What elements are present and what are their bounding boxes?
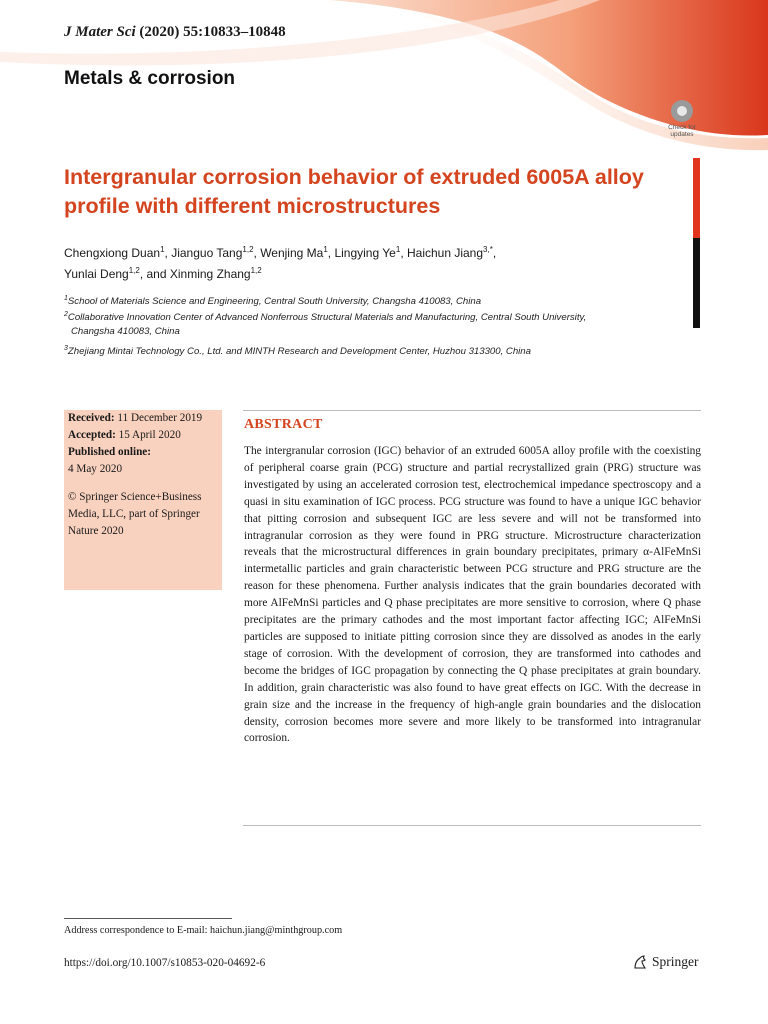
- copyright-notice: © Springer Science+Business Media, LLC, part of Springer Nature 2020: [68, 491, 202, 537]
- abstract-bottom-rule: [243, 825, 701, 826]
- section-label: Metals & corrosion: [64, 68, 236, 89]
- abstract-heading: ABSTRACT: [244, 417, 323, 432]
- affiliation-text: School of Materials Science and Engineering, Central South University, Changsha 410083, China: [67, 296, 482, 308]
- accent-bar-black: [693, 238, 700, 328]
- author-name: Wenjing Ma: [260, 246, 324, 260]
- check-updates-icon: [671, 100, 693, 122]
- doi-link[interactable]: https://doi.org/10.1007/s10853-020-04692-6: [64, 957, 266, 969]
- journal-reference: (2020) 55:10833–10848: [139, 24, 286, 40]
- check-for-updates-badge[interactable]: [662, 100, 702, 138]
- accepted-row: [68, 427, 222, 444]
- affiliation-1: [64, 292, 684, 309]
- author-list: Chengxiong Duan$^1$, Jianguo Tang$^{1,2}$, Wenjing Ma$^1$, Lingying Ye$^1$, Haichun Jiang$^{3,*}$, Yunlai Deng$^{1,2}$, and Xinming Zhang$^{1,2}$: [64, 245, 497, 281]
- author-name: Yunlai Deng: [64, 267, 129, 281]
- footnote-rule: [64, 918, 232, 919]
- accepted-label: Accepted:: [68, 429, 116, 441]
- author-affiliation-mark: 1,2: [128, 266, 140, 275]
- correspondence-note: Address correspondence to E-mail: haichun.jiang@minthgroup.com: [64, 925, 343, 936]
- affiliation-number: 2: [64, 311, 68, 318]
- author-name: Lingying Ye: [334, 246, 396, 260]
- author-affiliation-mark: 1: [395, 245, 401, 254]
- accepted-date: 15 April 2020: [118, 429, 181, 441]
- journal-name: J Mater Sci: [64, 24, 136, 40]
- author-name: Xinming Zhang: [169, 267, 251, 281]
- accent-bar-red: [693, 158, 700, 238]
- abstract-text: The intergranular corrosion (IGC) behavior of an extruded 6005A alloy profile with the coexisting of peripheral coarse grain (PCG) structure and partial recrystallized grain (PRG) structure was investigated by using an accelerated corrosion test, electrochemical impedance spectroscopy and a quasi in situ examination of IGC process. PCG structure was found to have a unique IGC behavior that pitting corrosion and subsequent IGC are less severe and will not be transformed into intragranular corrosion as they were found in PRG structure. Microstructure characterization reveals that the microstructural differences in grain boundary precipitates, primary α-AlFeMnSi intermetallic particles and grain characteristic between PCG structure and PRG structure are the reason for these phenomena. Further analysis indicates that the grain boundaries decorated with more AlFeMnSi particles and Q phase precipitates are more sensitive to corrosion, where Q phase precipitates are the primary cathodes and the most important factor affecting IGC; AlFeMnSi particles are supposed to initiate pitting corrosion since they are dissolved as anodes in the early stage of corrosion. With the development of corrosion, they are transformed into cathodes and become the bridges of IGC propagation by connecting the Q phase precipitates at grain boundary. In addition, grain characteristic was also found to have great effects on IGC. With the decrease in grain size and the increase in the frequency of high-angle grain boundaries and the dislocation density, corrosion becomes more severe and more likely to be transformed into intragranular corrosion.: [244, 445, 701, 745]
- affiliation-number: 3: [64, 345, 68, 352]
- author-affiliation-mark: 1,2: [242, 245, 254, 254]
- received-date: 11 December 2019: [117, 412, 203, 424]
- author-name: Jianguo Tang: [171, 246, 243, 260]
- author-name: Haichun Jiang: [406, 246, 484, 260]
- author-affiliation-mark: 1,2: [250, 266, 262, 275]
- affiliation-text-continued: Changsha 410083, China: [71, 326, 180, 338]
- affiliation-3: [64, 342, 684, 359]
- abstract-top-rule: [243, 410, 701, 411]
- published-label: Published online:: [68, 446, 151, 458]
- publisher-logo: [632, 954, 699, 970]
- received-row: [68, 410, 222, 427]
- affiliation-2: [64, 308, 684, 339]
- journal-citation: [64, 24, 286, 41]
- received-label: Received:: [68, 412, 115, 424]
- author-affiliation-mark: 1: [323, 245, 328, 254]
- check-updates-label: Check for updates: [668, 124, 696, 138]
- affiliation-text: Collaborative Innovation Center of Advanced Nonferrous Structural Materials and Manufacturing, Central South University,: [67, 312, 587, 324]
- springer-horse-icon: [632, 954, 648, 970]
- affiliation-number: 1: [64, 295, 68, 302]
- article-history-box: [64, 410, 222, 590]
- author-affiliation-mark: 3,*: [483, 245, 493, 254]
- author-name: Chengxiong Duan: [64, 246, 161, 260]
- author-affiliation-mark: 1: [160, 245, 165, 254]
- published-label-row: [68, 444, 222, 461]
- publisher-name: Springer: [652, 954, 699, 969]
- article-title: Intergranular corrosion behavior of extruded 6005A alloy profile with different microstructures: [64, 165, 644, 218]
- published-date: 4 May 2020: [68, 463, 123, 475]
- affiliation-text: Zhejiang Mintai Technology Co., Ltd. and MINTH Research and Development Center, Huzhou 313300, China: [67, 346, 531, 358]
